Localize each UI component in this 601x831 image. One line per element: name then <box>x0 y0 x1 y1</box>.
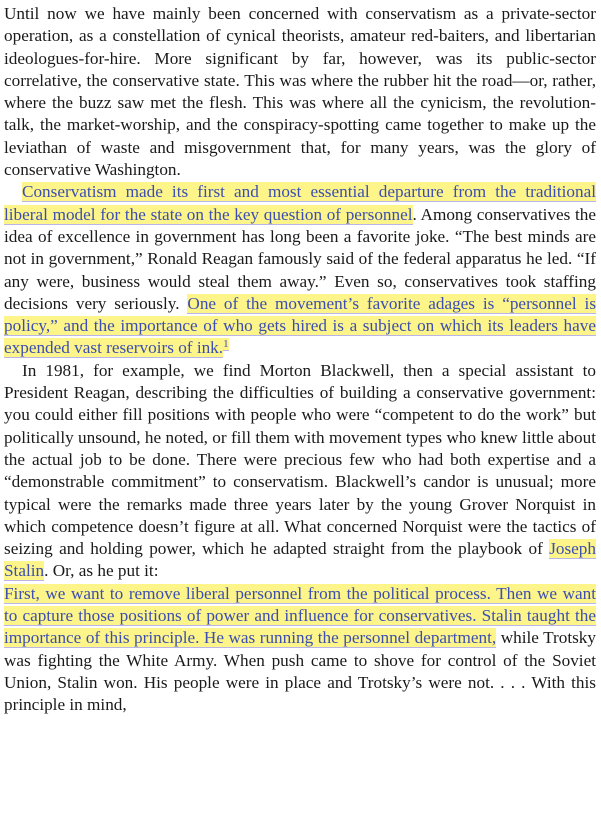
highlight-personnel-is-policy[interactable]: One of the movement’s favorite adages is “personnel is policy,” and the importance of who gets hired is a subject on which its leaders have expended vast reservoirs of ink. <box>4 293 597 358</box>
paragraph-blackwell-norquist <box>4 360 596 583</box>
paragraph-blackwell-text: In 1981, for example, we find Morton Blackwell, then a special assistant to President Reagan, describing the difficulties of building a conservative government: you could either fill positions with people who were “competent to do the work” but politically unsound, he noted, or fill them with movement types who knew little about the actual job to be done. There were precious few who had both expertise and a “demonstrable commitment” to conservatism. Blackwell’s candor is unusual; more typical were the remarks made three years later by the young Grover Norquist in which competence doesn’t figure at all. What concerned Norquist were the tactics of seizing and holding power, which he adapted straight from the playbook of <box>4 360 596 559</box>
paragraph-intro: Until now we have mainly been concerned with conservatism as a private-sector operation, as a constellation of cynical theorists, amateur red-baiters, and libertarian ideologues-for-hire. More significant by far, however, was its public-sector correlative, the conservative state. This was where the rubber hit the road—or, rather, where the buzz saw met the flesh. This was where all the cynicism, the revolution-talk, the market-worship, and the conspiracy-spotting came together to make up the leviathan of waste and misgovernment that, for many years, was the glory of conservative Washington. <box>4 4 596 180</box>
paragraph-personnel-text: . Among conservatives the idea of excellence in government has long been a favorite joke. “The best minds are not in government,” Ronald Reagan famously said of the federal apparatus he led. “If any were, business would steal them away.” Even so, conservatives took staffing decisions very seriously. <box>4 204 597 313</box>
highlight-joseph-stalin[interactable]: Joseph Stalin <box>4 539 596 581</box>
paragraph-personnel <box>4 181 596 359</box>
highlight-quote-remove-liberal-personnel[interactable]: First, we want to remove liberal personnel from the political process. Then we want to capture those positions of power and influence for conservatives. Stalin taught the importance of this principle. He was running the personnel department, <box>4 583 596 648</box>
block-quote-norquist <box>4 583 596 717</box>
highlight-conservatism-departure[interactable]: Conservatism made its first and most essential departure from the traditional liberal model for the state on the key question of personnel <box>4 182 596 224</box>
footnote-link[interactable]: 1 <box>223 337 229 350</box>
quote-text: while Trotsky was fighting the White Army. When push came to shove for control of the Soviet Union, Stalin won. His people were in place and Trotsky’s were not. . . . With this principle in mind, <box>4 628 596 715</box>
paragraph-blackwell-tail: . Or, as he put it: <box>44 561 159 581</box>
